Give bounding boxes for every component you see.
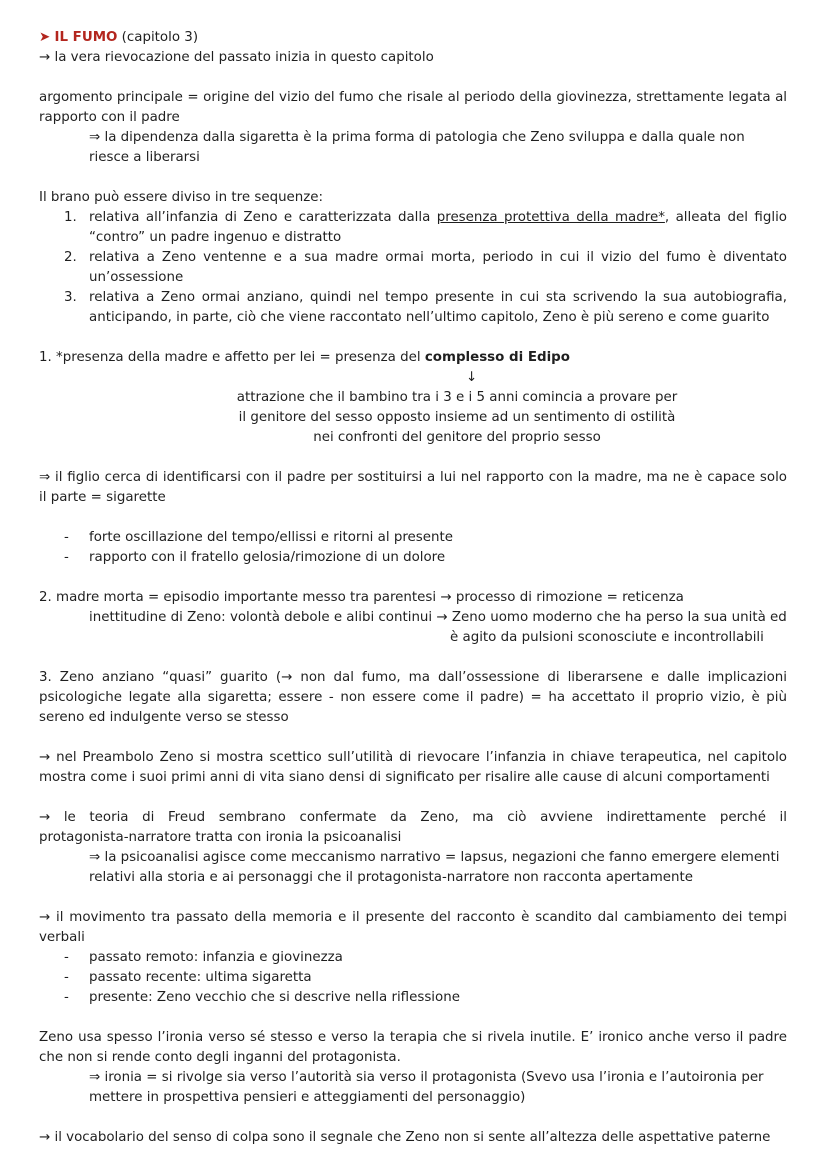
sequenze-intro: Il brano può essere diviso in tre sequenze: [39, 190, 324, 205]
intro-line: → la vera rievocazione del passato inizia in questo capitolo [39, 50, 434, 65]
anziano-line-1: 3. Zeno anziano “quasi” guarito (→ non dal fumo, ma dall’ossessione di liberarsene e dalle implicazioni [39, 670, 787, 685]
edipo-conclusion-1: ⇒ il figlio cerca di identificarsi con il padre per sostituirsi a lui nel rapporto con la madre, ma ne è capace solo [39, 470, 787, 485]
freud-line-2: protagonista-narratore tratta con ironia la psicoanalisi [39, 830, 402, 845]
edipo-conclusion-2: il parte = sigarette [39, 490, 166, 505]
tempi-bullet-1: passato remoto: infanzia e giovinezza [89, 950, 343, 965]
edipo-bullet-1: forte oscillazione del tempo/ellissi e ritorni al presente [89, 530, 453, 545]
sequenza-2-line-1: relativa a Zeno ventenne e a sua madre ormai morta, periodo in cui il vizio del fumo è diventato [89, 250, 787, 265]
sequenza-2-line-2: un’ossessione [89, 270, 184, 285]
anziano-line-2: psicologiche legate alla sigaretta; essere - non essere come il padre) = ha accettato il proprio vizio, è più [39, 690, 787, 705]
edipo-definition-2: il genitore del sesso opposto insieme ad un sentimento di ostilità [238, 410, 676, 425]
ironia-line-4: mettere in prospettiva pensieri e atteggiamenti del personaggio) [89, 1090, 526, 1105]
tempi-line-2: verbali [39, 930, 85, 945]
freud-line-3: ⇒ la psicoanalisi agisce come meccanismo narrativo = lapsus, negazioni che fanno emergere elementi [89, 850, 780, 865]
freud-line-1: → le teoria di Freud sembrano confermate da Zeno, ma ciò avviene indirettamente perché il [39, 810, 787, 825]
bullet-dash: - [64, 950, 69, 965]
chapter-subtitle: (capitolo 3) [121, 30, 199, 45]
chapter-title: IL FUMO [54, 30, 118, 45]
edipo-bullet-2: rapporto con il fratello gelosia/rimozione di un dolore [89, 550, 446, 565]
edipo-heading: 1. *presenza della madre e affetto per lei = presenza del complesso di Edipo [39, 350, 570, 365]
preambolo-line-2: mostra come i suoi primi anni di vita siano densi di significato per risalire alle cause di alcuni comportamenti [39, 770, 770, 785]
bullet-dash: - [64, 990, 69, 1005]
down-arrow-icon: ↓ [466, 370, 478, 385]
bullet-dash: - [64, 550, 69, 565]
presenza-madre-underline: presenza protettiva della madre* [436, 210, 665, 225]
argomento-line-3: ⇒ la dipendenza dalla sigaretta è la prima forma di patologia che Zeno sviluppa e dalla quale non [89, 130, 745, 145]
anziano-line-3: sereno ed indulgente verso se stesso [39, 710, 289, 725]
tempi-line-1: → il movimento tra passato della memoria e il presente del racconto è scandito dal cambiamento dei tempi [39, 910, 787, 925]
ironia-line-1: Zeno usa spesso l’ironia verso sé stesso e verso la terapia che si rivela inutile. E’ ironico anche verso il padre [39, 1030, 787, 1045]
sequenza-3-number: 3. [64, 290, 77, 305]
sequenza-1-line-1: relativa all’infanzia di Zeno e caratterizzata dalla presenza protettiva della madre*, alleata del figlio [89, 210, 787, 225]
argomento-line-2: rapporto con il padre [39, 110, 180, 125]
edipo-definition-1: attrazione che il bambino tra i 3 e i 5 anni comincia a provare per [236, 390, 678, 405]
sequenza-1-number: 1. [64, 210, 77, 225]
sequenza-2-number: 2. [64, 250, 77, 265]
bullet-dash: - [64, 530, 69, 545]
madre-line-2: inettitudine di Zeno: volontà debole e alibi continui → Zeno uomo moderno che ha perso la sua unità ed [89, 610, 787, 625]
colpa-line-1: → il vocabolario del senso di colpa sono il segnale che Zeno non si sente all’altezza delle aspettative paterne [39, 1130, 771, 1145]
edipo-definition-3: nei confronti del genitore del proprio sesso [313, 430, 601, 445]
sequenza-3-line-1: relativa a Zeno ormai anziano, quindi nel tempo presente in cui sta scrivendo la sua autobiografia, [89, 290, 787, 305]
madre-line-1: 2. madre morta = episodio importante messo tra parentesi → processo di rimozione = reticenza [39, 590, 684, 605]
preambolo-line-1: → nel Preambolo Zeno si mostra scettico sull’utilità di rievocare l’infanzia in chiave terapeutica, nel capitolo [39, 750, 787, 765]
argomento-line-1: argomento principale = origine del vizio del fumo che risale al periodo della giovinezza, strettamente legata al [39, 90, 787, 105]
ironia-line-3: ⇒ ironia = si rivolge sia verso l’autorità sia verso il protagonista (Svevo usa l’ironia e l’autoironia per [89, 1070, 764, 1085]
argomento-line-4: riesce a liberarsi [89, 150, 200, 165]
sequenza-1-line-2: “contro” un padre ingenuo e distratto [89, 230, 342, 245]
ironia-line-2: che non si rende conto degli inganni del protagonista. [39, 1050, 401, 1065]
complesso-edipo-term: complesso di Edipo [424, 350, 570, 365]
freud-line-4: relativi alla storia e ai personaggi che il protagonista-narratore non racconta apertamente [89, 870, 694, 885]
tempi-bullet-3: presente: Zeno vecchio che si descrive nella riflessione [89, 990, 460, 1005]
chapter-heading [39, 28, 198, 48]
madre-line-3: è agito da pulsioni sconosciute e incontrollabili [450, 630, 764, 645]
bullet-dash: - [64, 970, 69, 985]
tempi-bullet-2: passato recente: ultima sigaretta [89, 970, 312, 985]
arrow-bullet-icon: ➤ [39, 30, 51, 45]
sequenza-3-line-2: anticipando, in parte, ciò che viene raccontato nell’ultimo capitolo, Zeno è più sereno e come guarito [89, 310, 770, 325]
